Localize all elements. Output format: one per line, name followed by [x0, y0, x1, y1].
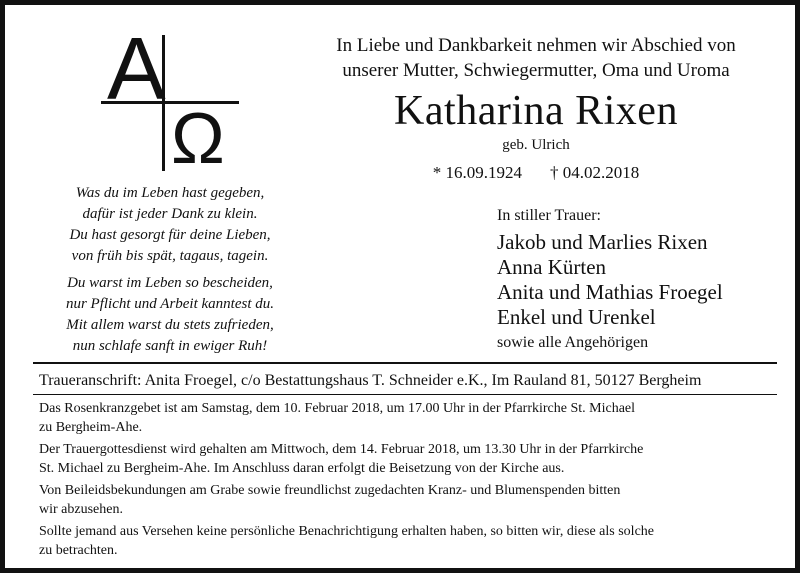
poem-line: Was du im Leben hast gegeben, [75, 185, 265, 201]
poem-stanza [35, 183, 305, 267]
alpha-letter: A [107, 19, 166, 118]
mourner-name: Anna Kürten [497, 255, 607, 279]
poem-line: dafür ist jeder Dank zu klein. [82, 206, 258, 222]
intro-text [305, 33, 767, 83]
note-line: Das Rosenkranzgebet ist am Samstag, dem 10. Februar 2018, um 17.00 Uhr in der Pfarrkirche St. Michael [39, 401, 636, 416]
life-dates [305, 162, 767, 184]
poem-line: Du hast gesorgt für deine Lieben, [69, 227, 271, 243]
intro-line: In Liebe und Dankbarkeit nehmen wir Abschied von [336, 35, 736, 56]
intro-line: unserer Mutter, Schwiegermutter, Oma und Uroma [342, 60, 730, 81]
poem-line: nur Pflicht und Arbeit kanntest du. [65, 296, 275, 312]
mourners-closing: sowie alle Angehörigen [497, 334, 649, 351]
mourners-list [497, 205, 787, 354]
note-line: Von Beileidsbekundungen am Grabe sowie freundlichst zugedachten Kranz- und Blumenspenden bitten [39, 483, 621, 498]
poem-line: Mit allem warst du stets zufrieden, [66, 317, 274, 333]
service-notes [39, 399, 779, 563]
mourner-name: Anita und Mathias Froegel [497, 280, 723, 304]
note-line: St. Michael zu Bergheim-Ahe. Im Anschluss daran erfolgt die Beisetzung von der Kirche aus. [39, 461, 565, 476]
poem-line: von früh bis spät, tagaus, tagein. [71, 248, 269, 264]
poem-stanza [35, 273, 305, 357]
poem [35, 183, 305, 357]
mourner-name: Enkel und Urenkel [497, 305, 656, 329]
poem-line: nun schlafe sanft in ewiger Ruh! [72, 338, 268, 354]
divider [33, 394, 777, 395]
note-line: zu Bergheim-Ahe. [39, 420, 143, 435]
note-paragraph [39, 399, 779, 437]
note-line: Sollte jemand aus Versehen keine persönliche Benachrichtigung erhalten haben, so bitten wir, diese als solche [39, 524, 654, 539]
deceased-name: Katharina Rixen [394, 88, 678, 134]
note-line: Der Trauergottesdienst wird gehalten am Mittwoch, dem 14. Februar 2018, um 13.30 Uhr in der Pfarrkirche [39, 442, 644, 457]
note-line: zu betrachten. [39, 543, 118, 558]
divider [33, 362, 777, 364]
note-paragraph [39, 440, 779, 478]
death-date: † 04.02.2018 [550, 163, 640, 182]
birth-date: * 16.09.1924 [432, 163, 522, 182]
note-line: wir abzusehen. [39, 502, 123, 517]
note-paragraph [39, 522, 779, 560]
birth-name: geb. Ulrich [502, 137, 570, 153]
alpha-omega-cross-icon [99, 19, 239, 179]
omega-letter: Ω [171, 99, 225, 179]
poem-line: Du warst im Leben so bescheiden, [67, 275, 273, 291]
mourning-address: Traueranschrift: Anita Froegel, c/o Bestattungshaus T. Schneider e.K., Im Rauland 81, 50127 Bergheim [39, 372, 702, 389]
note-paragraph [39, 481, 779, 519]
mourner-name: Jakob und Marlies Rixen [497, 230, 708, 254]
mourners-label: In stiller Trauer: [497, 207, 601, 224]
